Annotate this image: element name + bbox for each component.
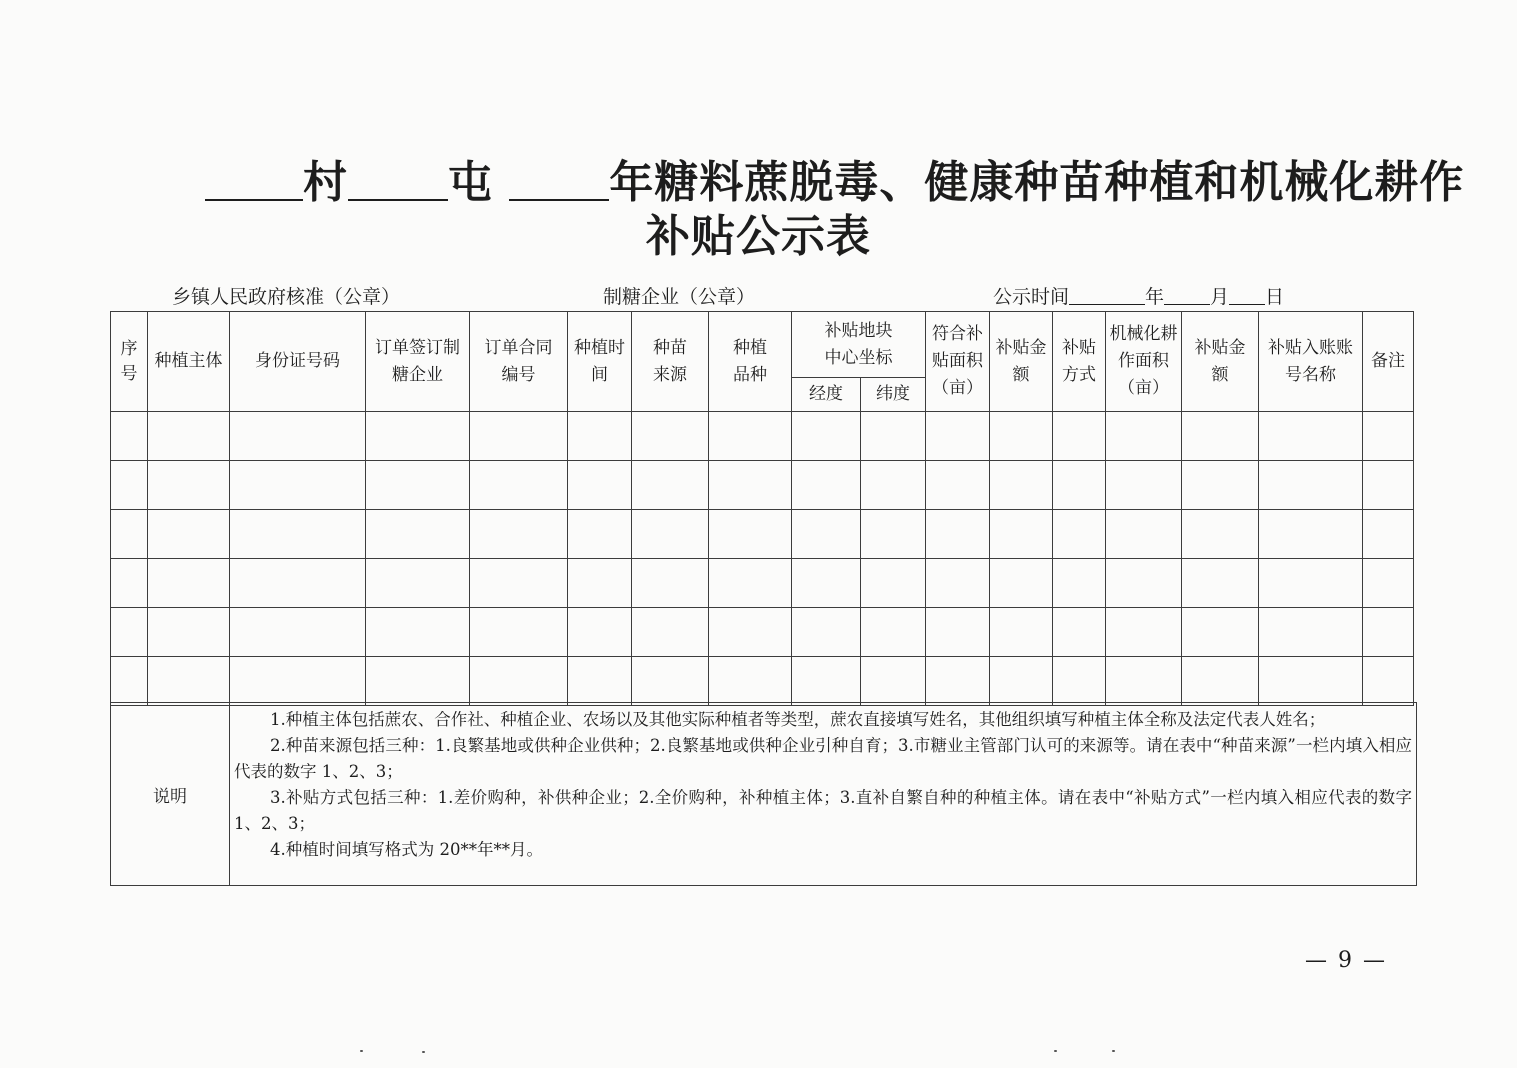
header-subsidy-method: 补贴方式 bbox=[1053, 312, 1106, 412]
scan-speck bbox=[422, 1051, 425, 1053]
header-planting-entity: 种植主体 bbox=[148, 312, 230, 412]
table-row bbox=[111, 461, 1414, 510]
table-row bbox=[111, 559, 1414, 608]
header-longitude: 经度 bbox=[792, 378, 861, 412]
note-item: 2.种苗来源包括三种：1.良繁基地或供种企业供种；2.良繁基地或供种企业引种自育；3.市糖业主管部门认可的来源等。请在表中“种苗来源”一栏内填入相应代表的数字 1、2、3； bbox=[234, 736, 1412, 781]
header-eligible-area: 符合补贴面积（亩） bbox=[926, 312, 990, 412]
header-mechanized-area: 机械化耕作面积（亩） bbox=[1106, 312, 1182, 412]
header-latitude: 纬度 bbox=[861, 378, 926, 412]
note-item: 3.补贴方式包括三种：1.差价购种，补供种企业；2.全价购种，补种植主体；3.直补自繁自种的种植主体。请在表中“补贴方式”一栏内填入相应代表的数字 1、2、3； bbox=[234, 788, 1412, 833]
note-item: 1.种植主体包括蔗农、合作社、种植企业、农场以及其他实际种植者等类型，蔗农直接填写姓名，其他组织填写种植主体全称及法定代表人姓名； bbox=[270, 710, 1326, 729]
header-id-number: 身份证号码 bbox=[230, 312, 366, 412]
table-row bbox=[111, 657, 1414, 706]
header-account-name: 补贴入账账号名称 bbox=[1259, 312, 1363, 412]
header-plot-coordinates: 补贴地块中心坐标 bbox=[792, 312, 926, 378]
publicity-day-blank[interactable] bbox=[1229, 284, 1265, 305]
year-blank[interactable] bbox=[509, 161, 609, 201]
notes-label: 说明 bbox=[111, 703, 230, 886]
subsidy-table bbox=[110, 311, 1414, 706]
publicity-year-label: 年 bbox=[1145, 286, 1165, 308]
header-serial: 序号 bbox=[111, 312, 148, 412]
page-number: — 9 — bbox=[1305, 948, 1387, 973]
note-item: 4.种植时间填写格式为 20**年**月。 bbox=[270, 840, 543, 859]
notes-body bbox=[230, 703, 1417, 886]
scan-speck bbox=[1054, 1050, 1057, 1052]
header-contract-number: 订单合同编号 bbox=[470, 312, 568, 412]
table-row bbox=[111, 510, 1414, 559]
table-row bbox=[111, 608, 1414, 657]
header-seedling-source: 种苗来源 bbox=[632, 312, 709, 412]
scan-speck bbox=[1112, 1050, 1115, 1052]
header-subsidy-amount-2: 补贴金额 bbox=[1182, 312, 1259, 412]
hamlet-name-blank[interactable] bbox=[348, 161, 448, 201]
publicity-time-label: 公示时间 bbox=[993, 286, 1070, 308]
publicity-time bbox=[993, 282, 1284, 309]
title-hamlet: 屯 bbox=[448, 157, 493, 208]
village-name-blank[interactable] bbox=[205, 161, 303, 201]
header-remarks: 备注 bbox=[1363, 312, 1414, 412]
township-approval-seal: 乡镇人民政府核准（公章） bbox=[172, 286, 401, 308]
table-row bbox=[111, 412, 1414, 461]
header-contract-company: 订单签订制糖企业 bbox=[366, 312, 470, 412]
title-village: 村 bbox=[303, 157, 348, 208]
notes-table bbox=[110, 702, 1417, 886]
header-variety: 种植品种 bbox=[709, 312, 792, 412]
scan-speck bbox=[360, 1050, 363, 1052]
publicity-month-blank[interactable] bbox=[1164, 284, 1210, 305]
document-title-line-2: 补贴公示表 bbox=[646, 211, 871, 262]
sugar-company-seal: 制糖企业（公章） bbox=[603, 286, 756, 308]
header-subsidy-amount-1: 补贴金额 bbox=[990, 312, 1053, 412]
publicity-year-blank[interactable] bbox=[1069, 284, 1145, 305]
header-planting-time: 种植时间 bbox=[568, 312, 632, 412]
title-main-text: 年糖料蔗脱毒、健康种苗种植和机械化耕作 bbox=[609, 157, 1465, 208]
publicity-month-label: 月 bbox=[1210, 286, 1230, 308]
publicity-day-label: 日 bbox=[1265, 286, 1285, 308]
